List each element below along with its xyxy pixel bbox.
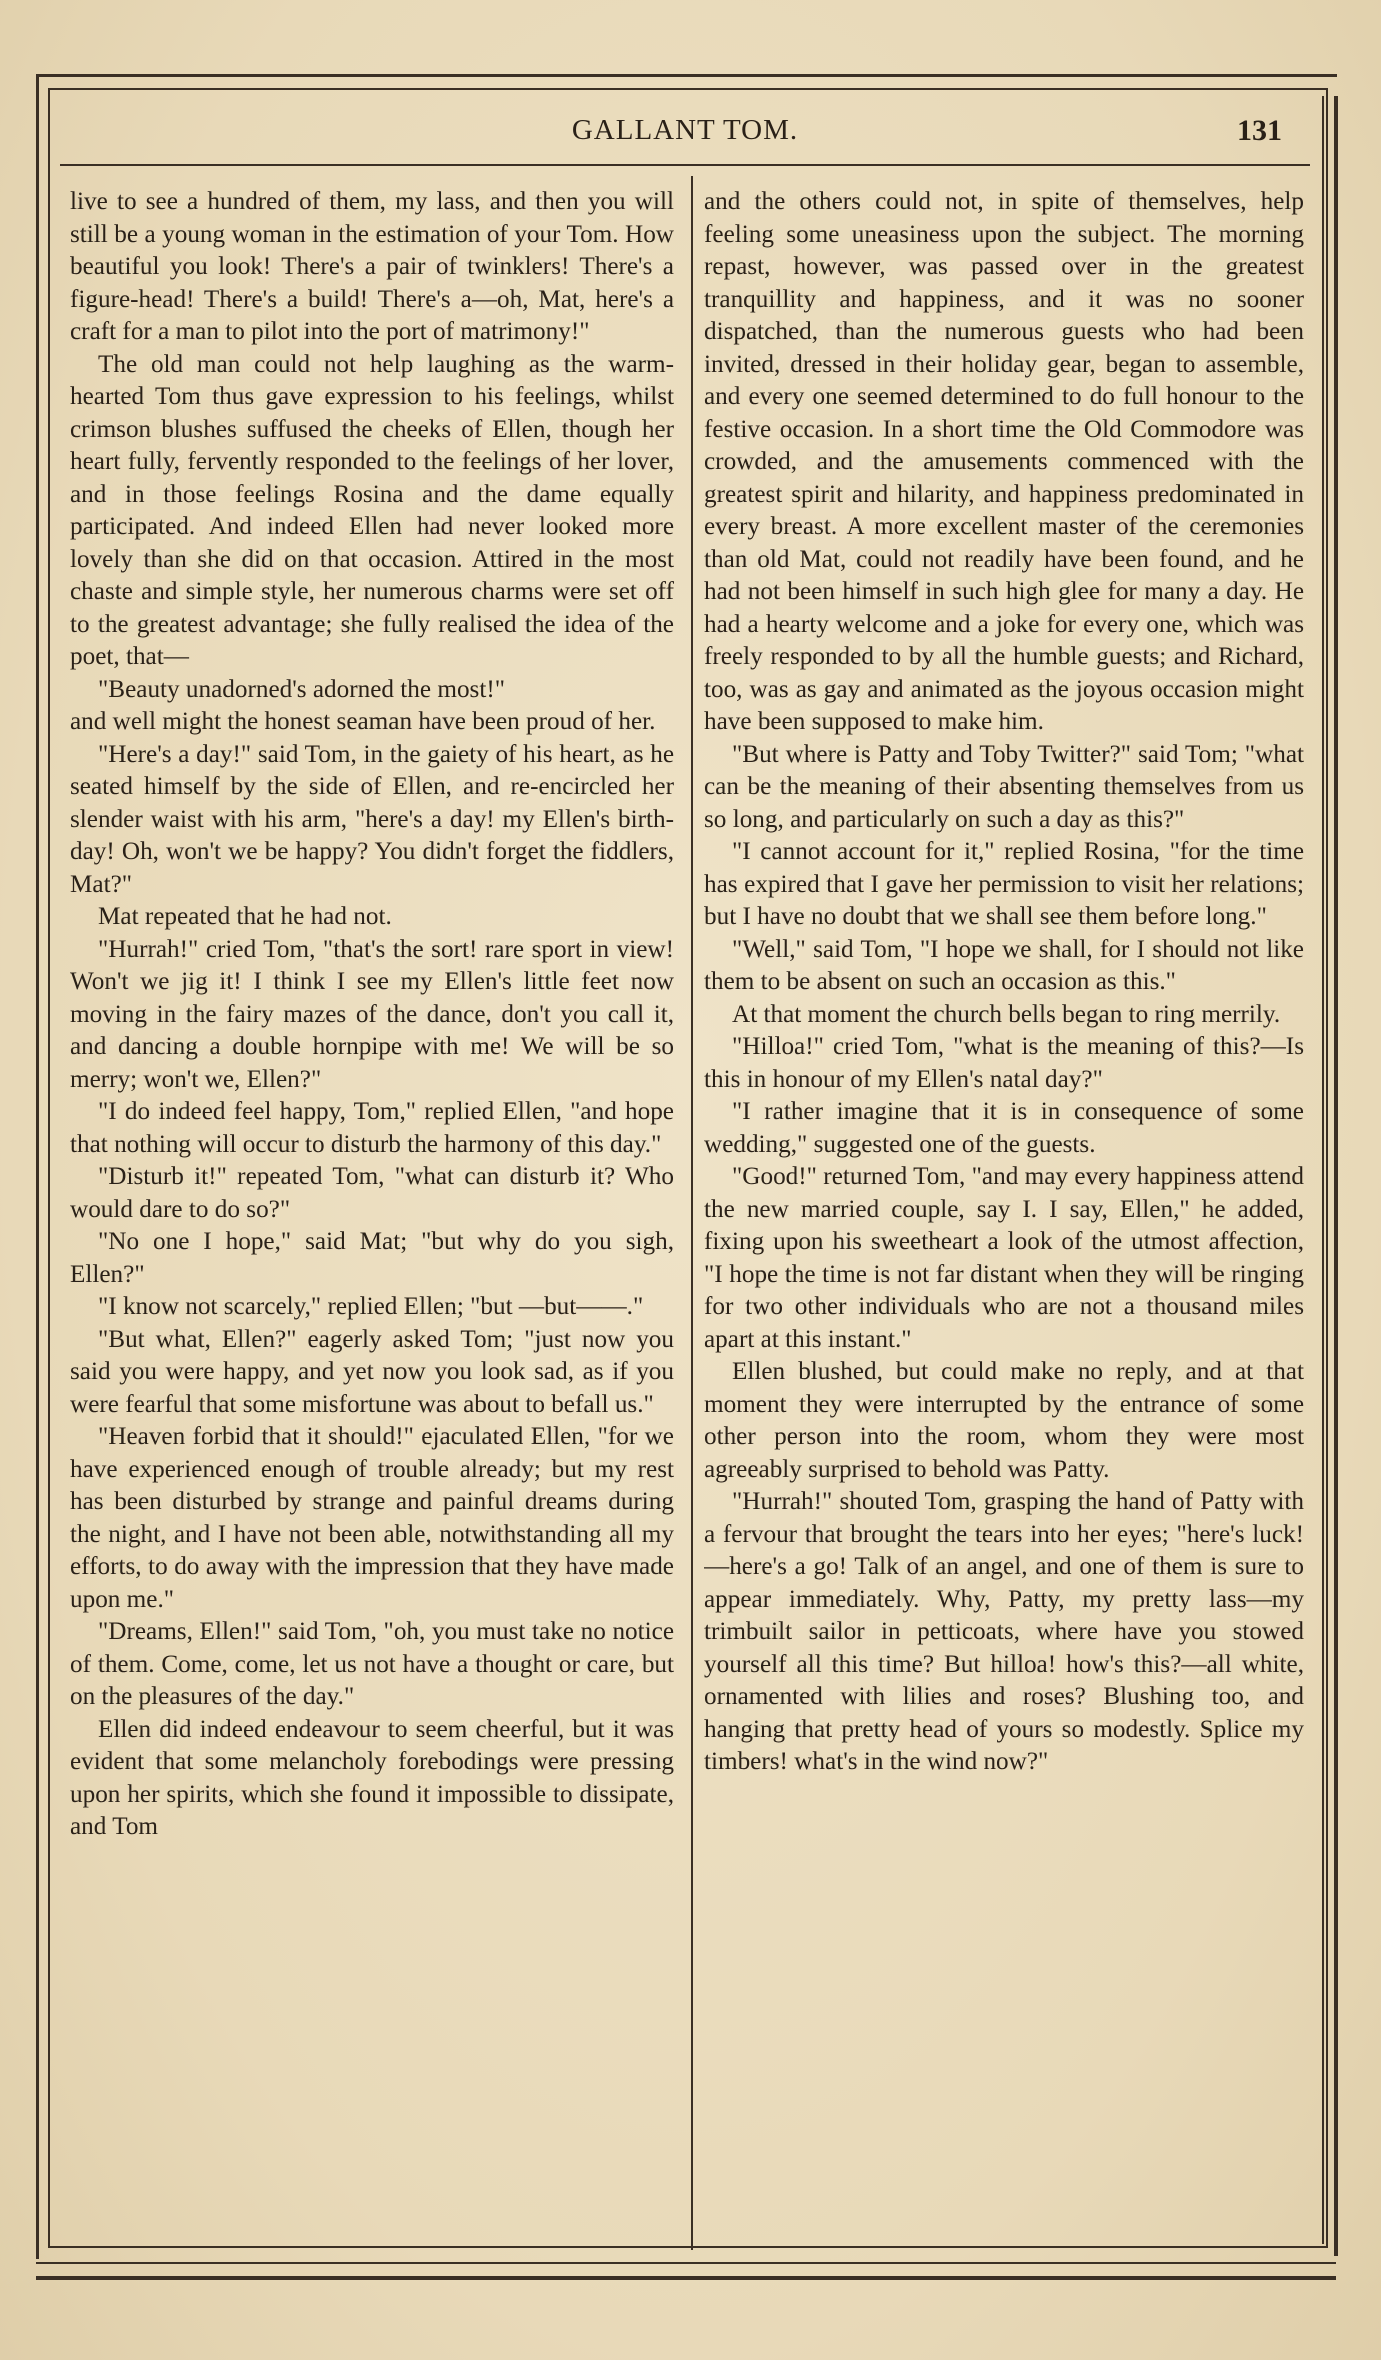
paragraph: "I do indeed feel happy, Tom," replied Ellen, "and hope that nothing will occur to disturb the harmony of this day." <box>70 1098 674 1158</box>
paragraph: "Here's a day!" said Tom, in the gaiety of his heart, as he seated himself by the side of Ellen, and re-encircled her slender waist with his arm, "here's a day! my Ellen's birth-day! Oh, won't we be happy? You didn't forget the fiddlers, Mat?" <box>70 740 674 898</box>
paragraph: "Disturb it!" repeated Tom, "what can disturb it? Who would dare to do so?" <box>70 1163 674 1223</box>
left-column <box>70 186 674 2251</box>
quotation: "Beauty unadorned's adorned the most!" <box>98 675 506 703</box>
page-header <box>60 104 1310 166</box>
paragraph: live to see a hundred of them, my lass, and then you will still be a young woman in the estimation of your Tom. How beautiful you look! There's a pair of twinklers! There's a figure-head! There's a build! There's a—oh, Mat, here's a craft for a man to pilot into the port of matrimony!" <box>70 188 674 345</box>
right-border-rule <box>1334 96 1338 2256</box>
paragraph: "I know not scarcely," replied Ellen; "but —but——." <box>98 1293 644 1320</box>
paragraph: "But where is Patty and Toby Twitter?" said Tom; "what can be the meaning of their absenting themselves from us so long, and particularly on such a day as this?" <box>704 740 1304 833</box>
paragraph: "Hurrah!" cried Tom, "that's the sort! rare sport in view! Won't we jig it! I think I see my Ellen's little feet now moving in the fairy mazes of the dance, don't you call it, and dancing a double hornpipe with me! We will be so merry; won't we, Ellen?" <box>70 935 674 1093</box>
running-title: GALLANT TOM. <box>571 114 799 146</box>
paragraph: "Hilloa!" cried Tom, "what is the meaning of this?—Is this in honour of my Ellen's natal day?" <box>704 1033 1304 1093</box>
paragraph: "No one I hope," said Mat; "but why do you sigh, Ellen?" <box>70 1228 674 1288</box>
bottom-border-rule-inner <box>36 2262 1336 2264</box>
paragraph: Ellen blushed, but could make no reply, and at that moment they were interrupted by the entrance of some other person into the room, whom they were most agreeably surprised to behold was Patty. <box>704 1358 1304 1483</box>
paragraph: The old man could not help laughing as the warm-hearted Tom thus gave expression to his feelings, whilst crimson blushes suffused the cheeks of Ellen, though her heart fully, fervently responded to the feelings of her lover, and in those feelings Rosina and the dame equally participated. And indeed Ellen had never looked more lovely than she did on that occasion. Attired in the most chaste and simple style, her numerous charms were set off to the greatest advantage; she fully realised the idea of the poet, that— <box>70 350 674 670</box>
column-divider <box>691 176 693 2250</box>
paragraph: Ellen did indeed endeavour to seem cheerful, but it was evident that some melancholy forebodings were pressing upon her spirits, which she found it impossible to dissipate, and Tom <box>70 1715 674 1840</box>
right-column <box>704 186 1304 2251</box>
paragraph: "I rather imagine that it is in consequence of some wedding," suggested one of the guests. <box>704 1098 1304 1158</box>
paragraph: "Heaven forbid that it should!" ejaculated Ellen, "for we have experienced enough of trouble already; but my rest has been disturbed by strange and painful dreams during the night, and I have not been able, notwithstanding all my efforts, to do away with the impression that they have made upon me." <box>70 1423 674 1613</box>
paragraph: and well might the honest seaman have been proud of her. <box>70 708 656 735</box>
paragraph: "Good!" returned Tom, "and may every happiness attend the new married couple, say I. I say, Ellen," he added, fixing upon his sweetheart a look of the utmost affection, "I hope the time is not far distant when they will be ringing for two other individuals who are not a thousand miles apart at this instant." <box>704 1163 1304 1353</box>
paragraph: "But what, Ellen?" eagerly asked Tom; "just now you said you were happy, and yet now you look sad, as if you were fearful that some misfortune was about to befall us." <box>70 1325 674 1418</box>
paragraph: At that moment the church bells began to ring merrily. <box>732 1000 1281 1028</box>
bottom-border-rule <box>36 2276 1336 2280</box>
paragraph: and the others could not, in spite of themselves, help feeling some uneasiness upon the subject. The morning repast, however, was passed over in the greatest tranquillity and happiness, and it was no sooner dispatched, than the numerous guests who had been invited, dressed in their holiday gear, began to assemble, and every one seemed determined to do full honour to the festive occasion. In a short time the Old Commodore was crowded, and the amusements commenced with the greatest spirit and hilarity, and happiness predominated in every breast. A more excellent master of the ceremonies than old Mat, could not readily have been found, and he had not been himself in such high glee for many a day. He had a hearty welcome and a joke for every one, which was freely responded to by all the humble guests; and Richard, too, was as gay and animated as the joyous occasion might have been supposed to make him. <box>704 188 1304 735</box>
paragraph: Mat repeated that he had not. <box>98 903 392 930</box>
paragraph: "Well," said Tom, "I hope we shall, for I should not like them to be absent on such an occasion as this." <box>704 935 1304 995</box>
paragraph: "Hurrah!" shouted Tom, grasping the hand of Patty with a fervour that brought the tears into her eyes; "here's luck!—here's a go! Talk of an angel, and one of them is sure to appear immediately. Why, Patty, my pretty lass—my trimbuilt sailor in petticoats, where have you stowed yourself all this time? But hilloa! how's this?—all white, ornamented with lilies and roses? Blushing too, and hanging that pretty head of yours so modestly. Splice my timbers! what's in the wind now?" <box>704 1488 1304 1775</box>
page-number: 131 <box>1237 114 1282 147</box>
paragraph: "I cannot account for it," replied Rosina, "for the time has expired that I gave her permission to visit her relations; but I have no doubt that we shall see them before long." <box>704 838 1304 930</box>
right-border-rule-inner <box>1322 96 1324 2244</box>
paragraph: "Dreams, Ellen!" said Tom, "oh, you must take no notice of them. Come, come, let us not have a thought or care, but on the pleasures of the day." <box>70 1618 674 1710</box>
